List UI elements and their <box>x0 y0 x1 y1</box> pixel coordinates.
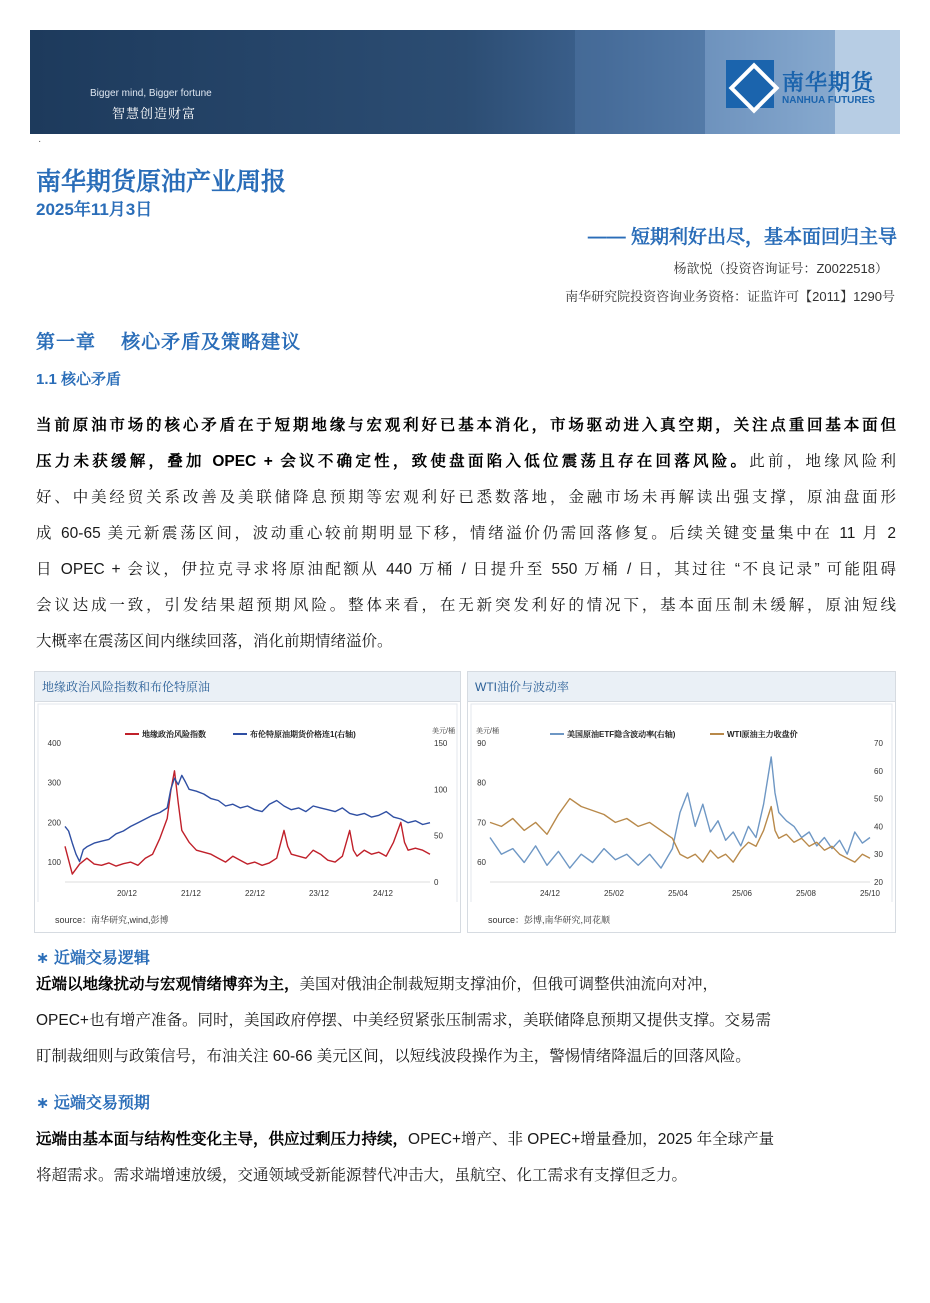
report-title: 南华期货原油产业周报 <box>36 168 287 196</box>
x-tick: 25/04 <box>667 889 689 898</box>
y-left-tick: 60 <box>477 858 486 868</box>
emphasis-text: 近端以地缘扰动与宏观情绪博弈为主， <box>36 976 300 993</box>
x-tick: 24/12 <box>539 889 561 898</box>
emphasis-text: 远端由基本面与结构性变化主导，供应过剩压力持续， <box>36 1131 409 1148</box>
header-banner <box>30 30 900 134</box>
y-right-tick: 60 <box>874 766 883 776</box>
report-subtitle: —— 短期利好出尽，基本面回归主导 <box>587 227 897 248</box>
y-right-tick: 100 <box>434 785 448 795</box>
x-tick: 25/02 <box>603 889 625 898</box>
paragraph-line <box>36 1039 896 1075</box>
y-left-tick: 70 <box>477 818 486 828</box>
y-left-tick: 100 <box>47 858 61 868</box>
x-tick: 25/08 <box>795 889 817 898</box>
license-info: 南华研究院投资咨询业务资格：证监许可【2011】1290号 <box>565 289 895 304</box>
y-right-tick: 150 <box>434 739 448 748</box>
near-term-heading: ∗ 近端交易逻辑 <box>36 950 150 967</box>
body-text: 大概率在震荡区间内继续回落，消化前期情绪溢价。 <box>36 633 393 650</box>
chart-panel-wti <box>467 671 896 933</box>
author-info: 杨歆悦（投资咨询证号：Z0022518） <box>673 261 888 276</box>
legend-label: 美国原油ETF隐含波动率(右轴) <box>567 730 676 739</box>
legend-label: 地缘政治风险指数 <box>142 730 206 739</box>
far-term-heading: ∗ 远端交易预期 <box>36 1095 150 1112</box>
body-text: 盯制裁细则与政策信号，布油关注 60-66 美元区间，以短线波段操作为主，警惕情绪降温后的回落风险。 <box>36 1048 751 1065</box>
body-text: 日 OPEC + 会议，伊拉克寻求将原油配额从 440 万桶 / 日提升至 550 万桶 / 日，其过往 “不良记录” 可能阻碍 <box>36 561 896 578</box>
paragraph-line <box>36 516 896 552</box>
y-left-tick: 300 <box>47 778 61 788</box>
chapter-title: 第一章 核心矛盾及策略建议 <box>36 332 302 353</box>
company-logo <box>726 60 896 112</box>
chart-panel-title: WTI油价与波动率 <box>468 672 895 702</box>
y-right-tick: 50 <box>434 831 443 841</box>
x-tick: 25/06 <box>731 889 753 898</box>
body-text: OPEC+增产、非 OPEC+增量叠加，2025 年全球产量 <box>408 1131 775 1148</box>
chart-wti-volatility <box>468 702 895 902</box>
right-axis-unit: 美元/桶 <box>432 728 455 735</box>
slogan-english: Bigger mind, Bigger fortune <box>90 88 212 99</box>
chart-panel-title: 地缘政治风险指数和布伦特原油 <box>35 672 460 702</box>
body-text: 会议达成一致，引发结果超预期风险。整体来看，在无新突发利好的情况下，基本面压制未缓解，原油短线 <box>36 597 896 614</box>
y-right-tick: 0 <box>434 878 439 887</box>
left-axis-unit: 美元/桶 <box>476 728 499 735</box>
plot-frame <box>471 704 892 902</box>
report-date: 2025年11月3日 <box>36 200 153 219</box>
x-tick: 22/12 <box>244 889 266 898</box>
y-left-tick: 90 <box>477 739 486 748</box>
body-text: OPEC+也有增产准备。同时，美国政府停摆、中美经贸紧张压制需求，美联储降息预期又提供支撑。交易需 <box>36 1012 771 1029</box>
paragraph-line <box>36 1003 896 1039</box>
emphasis-text: 当前原油市场的核心矛盾在于短期地缘与宏观利好已基本消化，市场驱动进入真空期，关注点重回基本面但 <box>36 417 896 434</box>
chart-panel-geopolitics <box>34 671 461 933</box>
y-left-tick: 400 <box>47 739 61 748</box>
core-paragraph <box>36 408 896 660</box>
logo-mark-icon <box>726 60 774 108</box>
paragraph-line <box>36 1122 896 1158</box>
y-right-tick: 40 <box>874 822 883 832</box>
paragraph-line <box>36 588 896 624</box>
y-right-tick: 20 <box>874 878 883 887</box>
x-tick: 25/10 <box>859 889 881 898</box>
paragraph-line <box>36 444 896 480</box>
logo-chinese-name: 南华期货 <box>782 70 875 95</box>
paragraph-line <box>36 480 896 516</box>
x-tick: 24/12 <box>372 889 394 898</box>
y-left-tick: 80 <box>477 778 486 788</box>
y-right-tick: 30 <box>874 850 883 860</box>
banner-stripe <box>575 30 705 134</box>
body-text: 将超需求。需求端增速放缓，交通领域受新能源替代冲击大，虽航空、化工需求有支撑但乏力。 <box>36 1167 688 1184</box>
body-text: 好、中美经贸关系改善及美联储降息预期等宏观利好已悉数落地，金融市场未再解读出强支撑，原油盘面形 <box>36 489 896 506</box>
paragraph-line <box>36 1158 896 1194</box>
logo-english-name: NANHUA FUTURES <box>782 95 875 106</box>
legend-label: WTI原油主力收盘价 <box>727 730 798 739</box>
x-tick: 20/12 <box>116 889 138 898</box>
chart-source: source：南华研究,wind,彭博 <box>55 915 169 925</box>
chart-geopolitics-brent <box>35 702 460 902</box>
x-tick: 23/12 <box>308 889 330 898</box>
paragraph-line <box>36 408 896 444</box>
chart-source: source：彭博,南华研究,同花顺 <box>488 915 611 925</box>
header-dot: · <box>38 136 42 147</box>
slogan-chinese: 智慧创造财富 <box>112 106 197 121</box>
body-text: 此前，地缘风险利 <box>749 453 896 470</box>
emphasis-text: 压力未获缓解，叠加 OPEC + 会议不确定性，致使盘面陷入低位震荡且存在回落风险。 <box>36 453 750 470</box>
paragraph-line <box>36 552 896 588</box>
y-left-tick: 200 <box>47 818 61 828</box>
y-right-tick: 50 <box>874 794 883 804</box>
legend-label: 布伦特原油期货价格连1(右轴) <box>250 730 356 739</box>
body-text: 成 60-65 美元新震荡区间，波动重心较前期明显下移，情绪溢价仍需回落修复。后续关键变量集中在 11 月 2 <box>36 525 896 542</box>
near-term-paragraph <box>36 967 896 1075</box>
far-term-paragraph <box>36 1122 896 1194</box>
body-text: 美国对俄油企制裁短期支撑油价，但俄可调整供油流向对冲， <box>299 976 719 993</box>
y-right-tick: 70 <box>874 739 883 748</box>
paragraph-line <box>36 624 896 660</box>
plot-frame <box>38 704 457 902</box>
x-tick: 21/12 <box>180 889 202 898</box>
paragraph-line <box>36 967 896 1003</box>
section-title: 1.1 核心矛盾 <box>36 371 122 388</box>
